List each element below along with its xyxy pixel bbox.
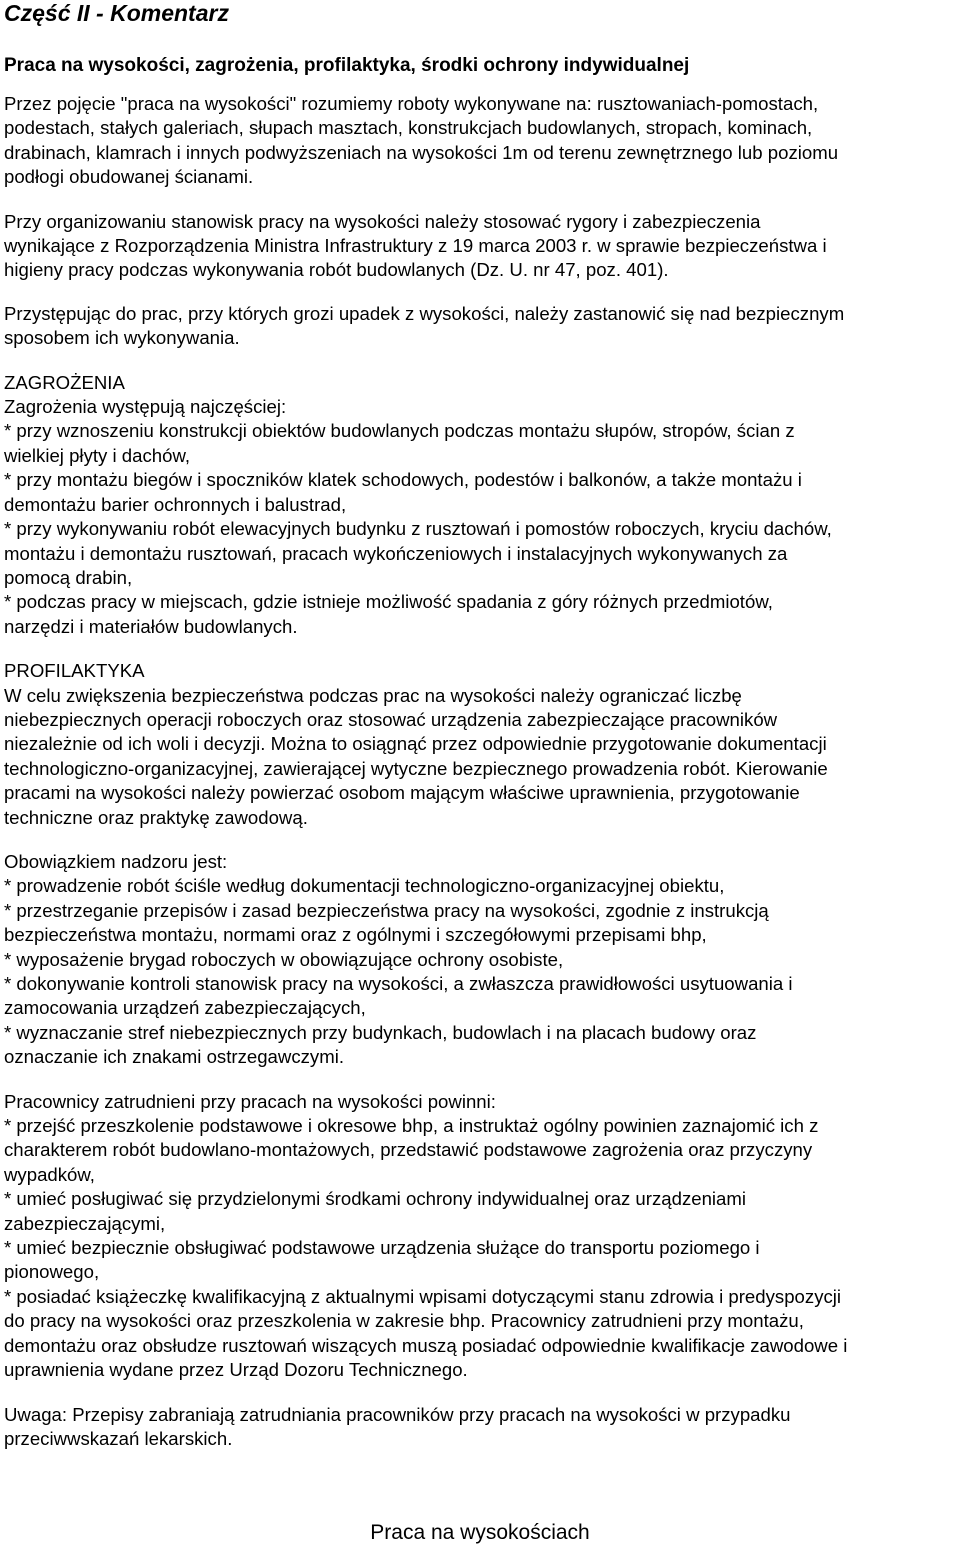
text-line: Przez pojęcie "praca na wysokości" rozumiemy roboty wykonywane na: rusztowaniach-pomostach,	[4, 93, 819, 114]
approach-paragraph	[4, 302, 956, 351]
text-line: wynikające z Rozporządzenia Ministra Infrastruktury z 19 marca 2003 r. w sprawie bezpieczeństwa i	[4, 235, 827, 257]
text-line: pracami na wysokości należy powierzać osobom mającym właściwe uprawnienia, przygotowanie	[4, 782, 800, 804]
text-line: oznaczanie ich znakami ostrzegawczymi.	[4, 1046, 344, 1068]
text-line: * przy wznoszeniu konstrukcji obiektów budowlanych podczas montażu słupów, stropów, ścian z	[4, 420, 795, 442]
text-line: Przy organizowaniu stanowisk pracy na wysokości należy stosować rygory i zabezpieczenia	[4, 210, 761, 232]
text-line: pomocą drabin,	[4, 566, 133, 588]
text-line: techniczne oraz praktykę zawodową.	[4, 806, 308, 828]
text-line: * przy wykonywaniu robót elewacyjnych budynku z rusztowań i pomostów roboczych, kryciu dachów,	[4, 518, 832, 540]
text-line: zamocowania urządzeń zabezpieczających,	[4, 997, 366, 1019]
supervision-section	[4, 850, 956, 1070]
hazards-section	[4, 371, 956, 639]
text-line: * umieć posługiwać się przydzielonymi środkami ochrony indywidualnej oraz urządzeniami	[4, 1188, 747, 1210]
text-line: niebezpiecznych operacji roboczych oraz stosować urządzenia zabezpieczające pracowników	[4, 708, 778, 730]
text-line: * umieć bezpiecznie obsługiwać podstawowe urządzenia służące do transportu poziomego i	[4, 1237, 760, 1259]
text-line: przeciwwskazań lekarskich.	[4, 1427, 233, 1449]
text-line: wypadków,	[4, 1163, 95, 1185]
text-line: bezpieczeństwa montażu, normami oraz z ogólnymi i szczegółowymi przepisami bhp,	[4, 924, 707, 946]
text-line: demontażu barier ochronnych i balustrad,	[4, 493, 347, 515]
text-line: * prowadzenie robót ściśle według dokumentacji technologiczno-organizacyjnej obiektu,	[4, 875, 725, 897]
text-line: pionowego,	[4, 1261, 100, 1283]
regulations-paragraph	[4, 210, 956, 283]
text-line: drabinach, klamrach i innych podwyższeniach na wysokości 1m od terenu zewnętrznego lub poziomu	[4, 141, 839, 163]
document-page	[4, 0, 956, 1451]
text-line: * wyznaczanie stref niebezpiecznych przy budynkach, budowlach i na placach budowy oraz	[4, 1021, 757, 1043]
text-line: * podczas pracy w miejscach, gdzie istnieje możliwość spadania z góry różnych przedmiotów,	[4, 591, 773, 613]
text-line: do pracy na wysokości oraz przeszkolenia w zakresie bhp. Pracownicy zatrudnieni przy montażu,	[4, 1310, 804, 1332]
text-line: * wyposażenie brygad roboczych w obowiązujące ochrony osobiste,	[4, 948, 564, 970]
text-line: higieny pracy podczas wykonywania robót budowlanych (Dz. U. nr 47, poz. 401).	[4, 259, 669, 281]
text-line: W celu zwiększenia bezpieczeństwa podczas prac na wysokości należy ograniczać liczbę	[4, 684, 742, 706]
text-line: * przejść przeszkolenie podstawowe i okresowe bhp, a instruktaż ogólny powinien zaznajomić ich z	[4, 1115, 819, 1137]
text-line: podłogi obudowanej ścianami.	[4, 166, 254, 188]
page-footer: Praca na wysokościach	[370, 1521, 590, 1544]
note-paragraph	[4, 1403, 956, 1452]
text-line: sposobem ich wykonywania.	[4, 327, 240, 349]
prevention-section	[4, 659, 956, 830]
text-line: * przy montażu biegów i spoczników klatek schodowych, podestów i balkonów, a także montażu i	[4, 469, 802, 491]
text-line: Uwaga: Przepisy zabraniają zatrudniania pracowników przy pracach na wysokości w przypadku	[4, 1403, 791, 1425]
hazards-heading: ZAGROŻENIA	[4, 371, 125, 393]
text-line: * przestrzeganie przepisów i zasad bezpieczeństwa pracy na wysokości, zgodnie z instrukcją	[4, 899, 769, 921]
intro-paragraph	[4, 92, 956, 190]
text-line: narzędzi i materiałów budowlanych.	[4, 615, 298, 637]
text-line: * posiadać książeczkę kwalifikacyjną z aktualnymi wpisami dotyczącymi stanu zdrowia i predyspozycji	[4, 1285, 842, 1307]
text-line: demontażu oraz obsłudze rusztowań wiszących muszą posiadać odpowiednie kwalifikacje zawodowe i	[4, 1334, 848, 1356]
text-line: uprawnienia wydane przez Urząd Dozoru Technicznego.	[4, 1359, 468, 1381]
text-line: * dokonywanie kontroli stanowisk pracy na wysokości, a zwłaszcza prawidłowości usytuowania i	[4, 973, 793, 994]
text-line: wielkiej płyty i dachów,	[4, 444, 191, 466]
text-line: Przystępując do prac, przy których grozi upadek z wysokości, należy zastanowić się nad bezpiecznym	[4, 302, 845, 324]
text-line: montażu i demontażu rusztowań, pracach wykończeniowych i instalacyjnych wykonywanych za	[4, 542, 788, 564]
text-line: podestach, stałych galeriach, słupach masztach, konstrukcjach budowlanych, stropach, kominach,	[4, 117, 813, 139]
section-title: Praca na wysokości, zagrożenia, profilaktyka, środki ochrony indywidualnej	[4, 55, 690, 76]
text-line: technologiczno-organizacyjnej, zawierającej wytyczne bezpiecznego prowadzenia robót. Kierowanie	[4, 757, 828, 779]
text-line: Zagrożenia występują najczęściej:	[4, 396, 287, 418]
text-line: charakterem robót budowlano-montażowych, przedstawić podstawowe zagrożenia oraz przyczyny	[4, 1139, 813, 1161]
text-line: Obowiązkiem nadzoru jest:	[4, 850, 228, 872]
part-title: Część II - Komentarz	[4, 0, 229, 26]
prevention-heading: PROFILAKTYKA	[4, 660, 145, 682]
workers-section	[4, 1090, 956, 1383]
text-line: zabezpieczającymi,	[4, 1212, 166, 1234]
text-line: Pracownicy zatrudnieni przy pracach na wysokości powinni:	[4, 1090, 496, 1112]
text-line: niezależnie od ich woli i decyzji. Można to osiągnąć przez odpowiednie przygotowanie dokumentacji	[4, 733, 827, 755]
